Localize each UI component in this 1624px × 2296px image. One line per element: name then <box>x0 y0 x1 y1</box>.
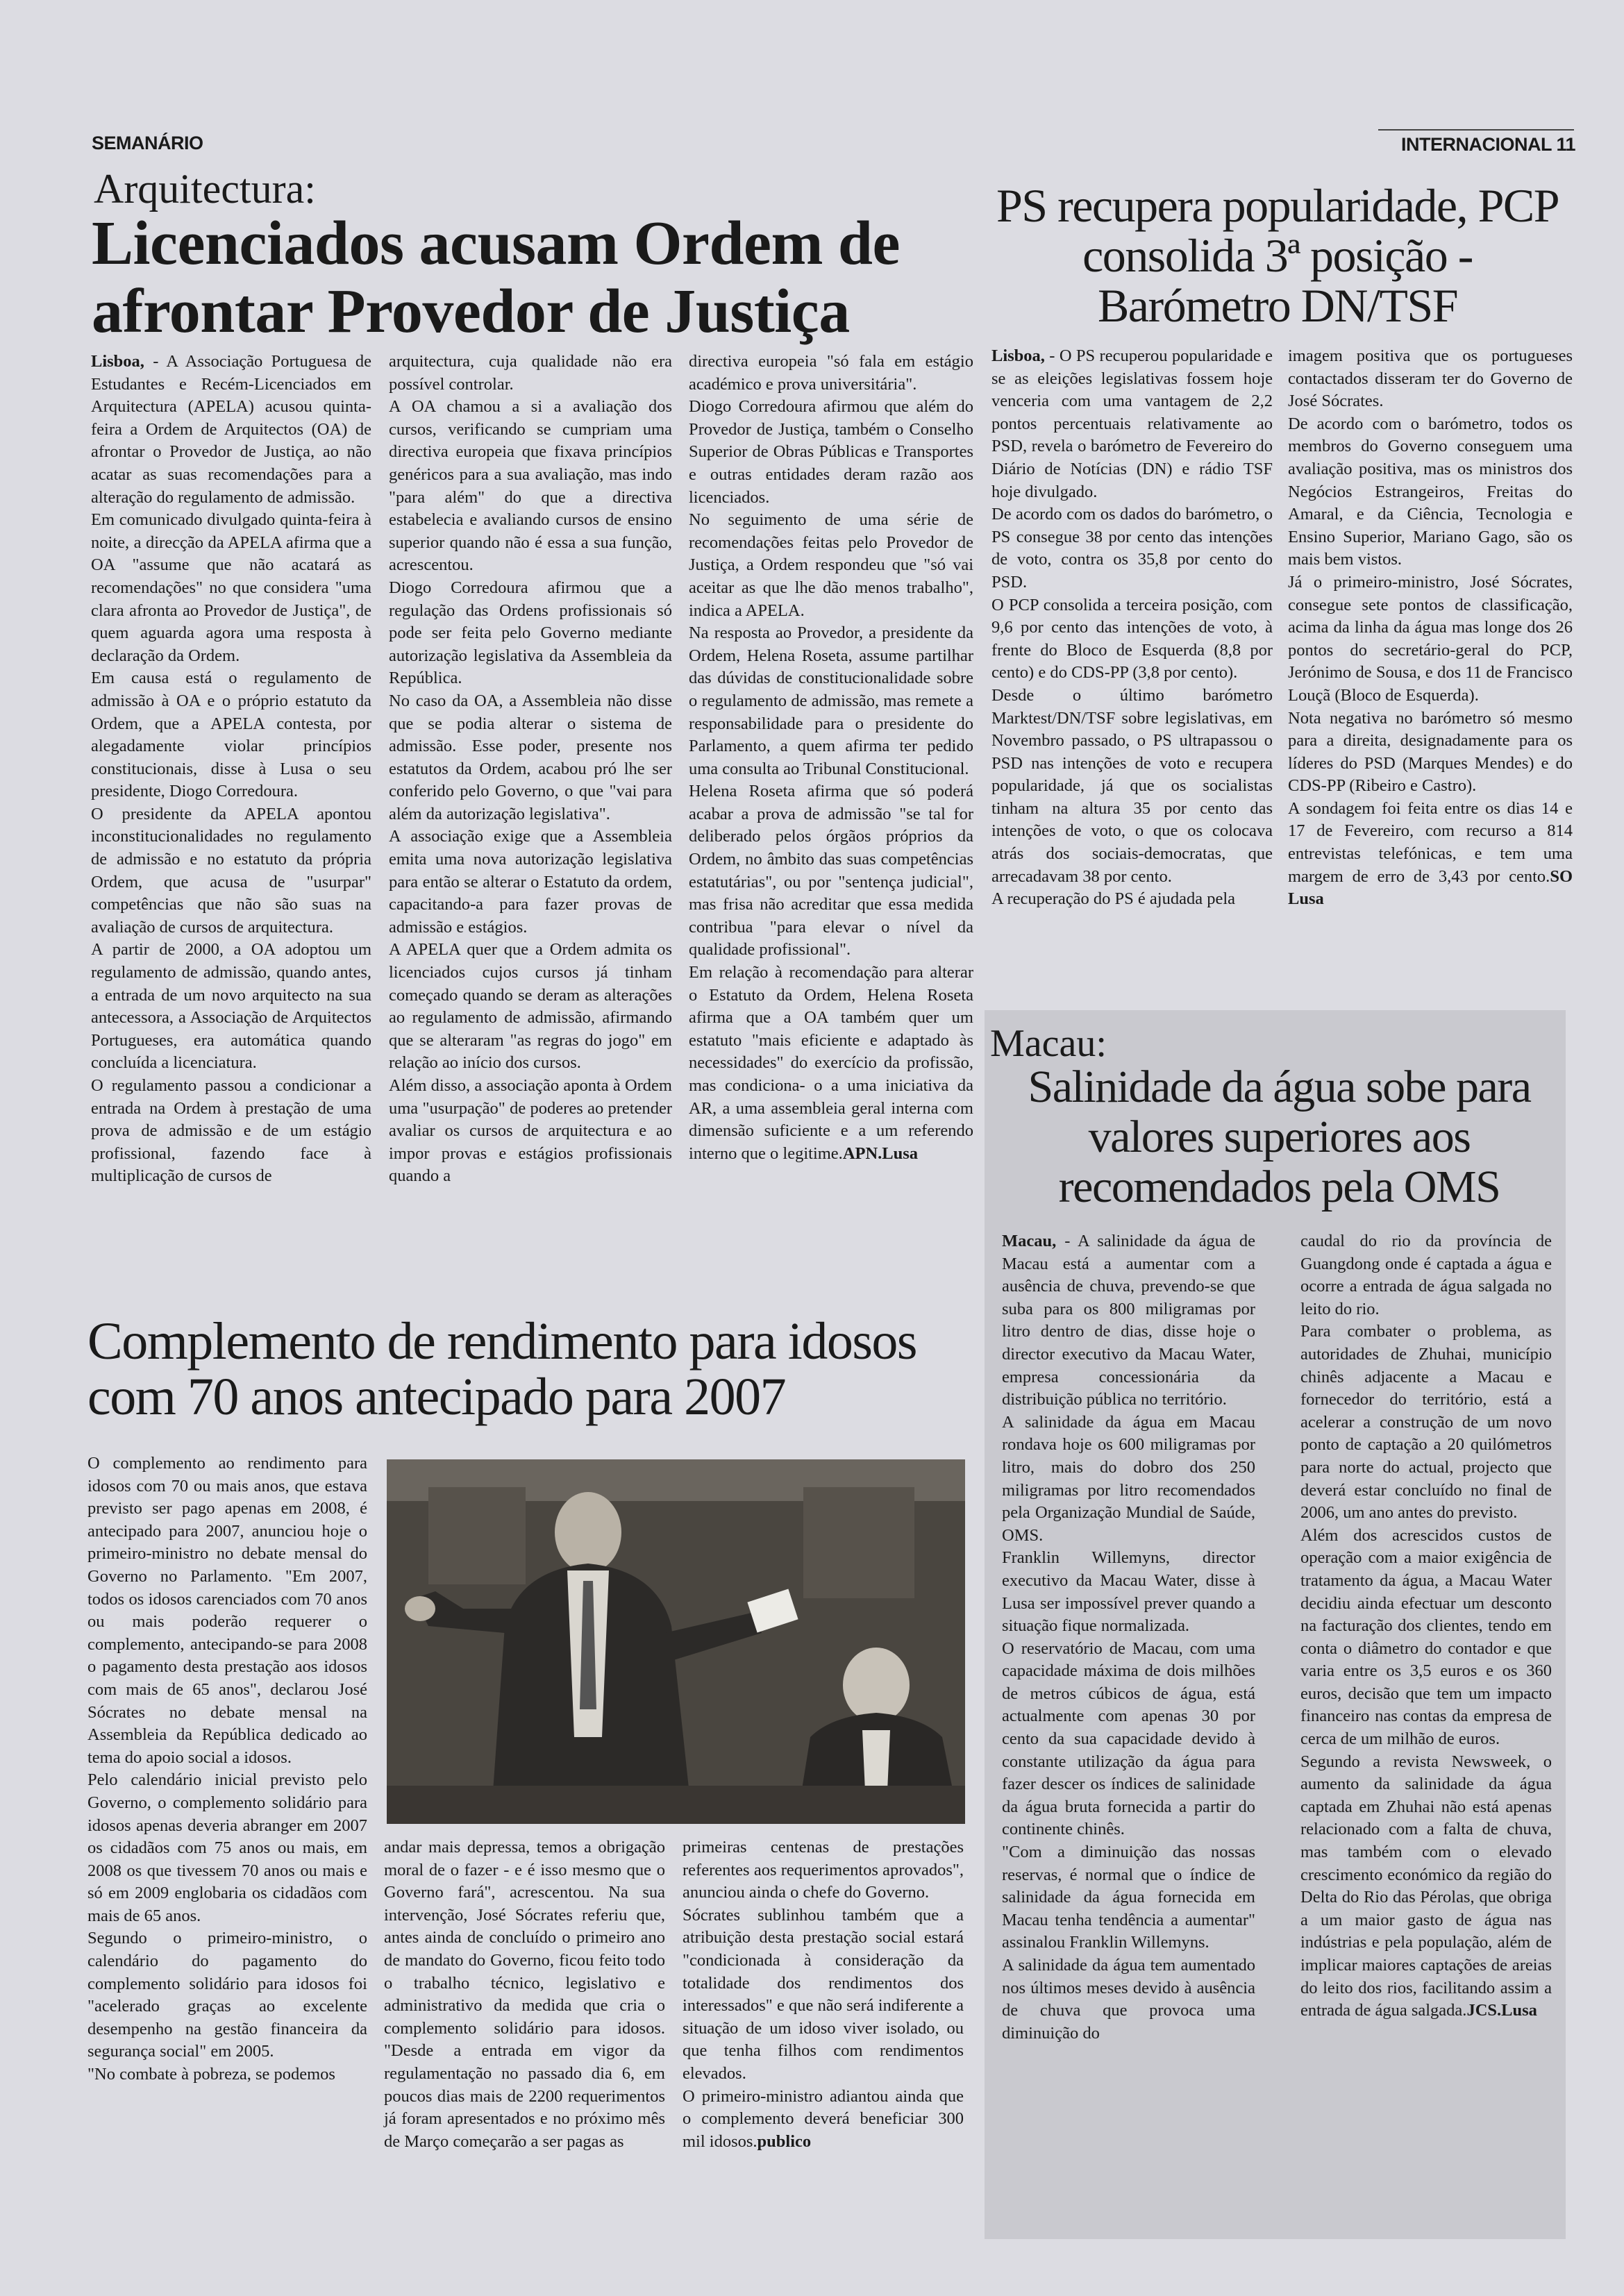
paragraph: O presidente da APELA apontou inconstitucionalidades no regulamento de admissão e no estatuto da própria Ordem, que acusa de "usurpar" competências que não são suas na avaliação de cursos de arquitectura. <box>91 804 371 937</box>
paragraph: Diogo Corredoura afirmou que a regulação das Ordens profissionais só pode ser feita pelo Governo mediante autorização legislativa da Assembleia da República. <box>389 578 672 688</box>
article1-lead: Lisboa, <box>91 352 144 371</box>
paragraph: A APELA quer que a Ordem admita os licenciados cujos cursos já tinham começado quando se deram as alterações ao regulamento de admissão, afirmando que se alteraram "as regras do jogo" em relação ao início dos cursos. <box>389 940 672 1073</box>
paragraph: arquitectura, cuja qualidade não era possível controlar. <box>389 352 672 394</box>
paragraph: O regulamento passou a condicionar a entrada na Ordem à prestação de uma prova de admissão e de um estágio profissional, fazendo face à multiplicação de cursos de <box>91 1076 371 1186</box>
article2-signature: SO Lusa <box>1288 866 1573 909</box>
article3-col1 <box>1002 1230 1255 2045</box>
paragraph: Além disso, a associação aponta à Ordem uma "usurpação" de poderes ao pretender avaliar os cursos de arquitectura e ao impor provas e estágios profissionais quando a <box>389 1076 672 1186</box>
article1-col3 <box>689 351 973 1165</box>
paragraph: Em comunicado divulgado quinta-feira à noite, a direcção da APELA afirma que a OA "assume que não acatará as recomendações" no que considera "uma clara afronta ao Provedor de Justiça", de quem aguarda agora uma resposta à declaração da Ordem. <box>91 510 371 665</box>
paragraph: Em causa está o regulamento de admissão à OA e o próprio estatuto da Ordem, que a APELA contesta, por alegadamente violar princípios constitucionais, disse à Lusa o seu presidente, Diogo Corredoura. <box>91 669 371 801</box>
paragraph: Na resposta ao Provedor, a presidente da Ordem, Helena Roseta, assume partilhar das dúvidas de constitucionalidade sobre o regulamento de admissão, mas remete a responsabilidade para o presidente do Parlamento, a quem afirma ter pedido uma consulta ao Tribunal Constitucional. <box>689 623 973 778</box>
paragraph: Pelo calendário inicial previsto pelo Governo, o complemento solidário para idosos apenas deveria abranger em 2007 os cidadãos com 75 anos ou mais, em 2008 os que tivessem 70 anos ou mais e só em 2009 englobaria os cidadãos com mais de 65 anos. <box>87 1770 367 1925</box>
parliament-photo <box>387 1459 965 1824</box>
article4-signature: publico <box>757 2131 812 2151</box>
paragraph: A associação exige que a Assembleia emita uma nova autorização legislativa para então se alterar o Estatuto da ordem, capacitando-a para fazer provas de admissão e estágios. <box>389 827 672 937</box>
paragraph: A salinidade da água tem aumentado nos últimos meses devido à ausência de chuva que provoca uma diminuição do <box>1002 1956 1255 2043</box>
paragraph: - A Associação Portuguesa de Estudantes e Recém-Licenciados em Arquitectura (APELA) acusou quinta-feira a Ordem de Arquitectos (OA) de afrontar o Provedor de Justiça, ao não acatar as suas recomendações para a alteração do regulamento de admissão. <box>91 352 371 507</box>
paragraph: Franklin Willemyns, director executivo da Macau Water, disse à Lusa ser impossível prever quando a situação fique normalizada. <box>1002 1548 1255 1636</box>
paragraph: "Com a diminuição das nossas reservas, é normal que o índice de salinidade da água fornecida em Macau tenha tendência a aumentar" assinalou Franklin Willemyns. <box>1002 1843 1255 1952</box>
article1-col2 <box>389 351 672 1188</box>
paragraph: No caso da OA, a Assembleia não disse que se podia alterar o sistema de admissão. Esse poder, presente nos estatutos da Ordem, acabou pró lhe ser conferido pelo Governo, o que "vai para além da autorização legislativa". <box>389 691 672 823</box>
article1-headline: Licenciados acusam Ordem de afrontar Provedor de Justiça <box>92 209 900 346</box>
article4-col1 <box>87 1452 367 2086</box>
paragraph: Nota negativa no barómetro só mesmo para a direita, designadamente para os líderes do PSD (Marques Mendes) e do CDS-PP (Ribeiro e Castro). <box>1288 708 1573 796</box>
paragraph: Já o primeiro-ministro, José Sócrates, consegue sete pontos de classificação, acima da linha da água mas longe dos 26 pontos do secretário-geral do PCP, Jerónimo de Sousa, e dos 11 de Francisco Louçã (Bloco de Esquerda). <box>1288 572 1573 705</box>
paragraph: A sondagem foi feita entre os dias 14 e 17 de Fevereiro, com recurso a 814 entrevistas telefónicas, e tem uma margem de erro de 3,43 por cento. <box>1288 798 1573 886</box>
article1-kicker: Arquitectura: <box>94 166 316 212</box>
paragraph: A partir de 2000, a OA adoptou um regulamento de admissão, quando antes, a entrada de um novo arquitecto na sua antecessora, a Associação de Arquitectos Portugueses, era automática quando concluída a licenciatura. <box>91 940 371 1073</box>
article2-col2 <box>1288 345 1573 911</box>
paragraph: primeiras centenas de prestações referentes aos requerimentos aprovados", anunciou ainda o chefe do Governo. <box>683 1838 964 1902</box>
article3-lead: Macau, <box>1002 1232 1057 1250</box>
paragraph: - A salinidade da água de Macau está a aumentar com a ausência de chuva, prevendo-se que suba para os 800 miligramas por litro dentro de dias, disse hoje o director executivo da Macau Water, empresa concessionária da distribuição pública no território. <box>1002 1232 1255 1409</box>
article1-signature: APN.Lusa <box>842 1143 919 1163</box>
article4-col3 <box>683 1836 964 2153</box>
paragraph: O complemento ao rendimento para idosos com 70 ou mais anos, que estava previsto ser pago apenas em 2008, é antecipado para 2007, anunciou hoje o primeiro-ministro no debate mensal do Governo no Parlamento. "Em 2007, todos os idosos carenciados com 70 anos ou mais poderão requerer o complemento, antecipando-se para 2008 o pagamento desta prestação aos idosos com mais de 65 anos", declarou José Sócrates no debate mensal na Assembleia da República dedicado ao tema do apoio social a idosos. <box>87 1454 367 1767</box>
masthead-rule <box>1378 129 1574 131</box>
masthead-right: INTERNACIONAL 11 <box>1401 134 1576 155</box>
paragraph: Em relação à recomendação para alterar o Estatuto da Ordem, Helena Roseta afirma que a OA também quer um estatuto "mais eficiente e adaptado às necessidades" do exercício da profissão, mas condiciona- o a uma iniciativa da AR, a uma assembleia geral interna com dimensão suficiente e a um referendo interno que o legitime. <box>689 963 973 1163</box>
paragraph: "No combate à pobreza, se podemos <box>87 2065 335 2084</box>
paragraph: Segundo o primeiro-ministro, o calendário do pagamento do complemento solidário para idosos foi "acelerado graças ao excelente desempenho na gestão financeira da segurança social" em 2005. <box>87 1929 367 2061</box>
article2-col1 <box>991 345 1273 911</box>
paragraph: O reservatório de Macau, com uma capacidade máxima de dois milhões de metros cúbicos de água, está actualmente com apenas 30 por cento da sua capacidade devido à constante utilização da água para fazer descer os índices de salinidade da água bruta fornecida a partir do continente chinês. <box>1002 1639 1255 1839</box>
paragraph: Desde o último barómetro Marktest/DN/TSF sobre legislativas, em Novembro passado, o PS ultrapassou o PSD nas intenções de voto e recupera popularidade, já que os socialistas tinham na altura 35 por cento das intenções de voto, o que os colocava atrás dos sociais-democratas, que arrecadavam 38 por cento. <box>991 685 1273 886</box>
paragraph: Além dos acrescidos custos de operação com a maior exigência de tratamento da água, a Macau Water decidiu ainda efectuar um desconto na facturação dos clientes, tendo em conta o diâmetro do contador e que varia entre os 3,5 euros e os 360 euros, decisão que tem um impacto financeiro nas contas da empresa de cerca de um milhão de euros. <box>1300 1525 1552 1749</box>
article3-kicker: Macau: <box>990 1022 1107 1065</box>
paragraph: De acordo com os dados do barómetro, o PS consegue 38 por cento das intenções de voto, contra os 35,8 por cento do PSD. <box>991 505 1273 592</box>
masthead-left: SEMANÁRIO <box>92 133 203 153</box>
article1-col1 <box>91 351 371 1188</box>
paragraph: imagem positiva que os portugueses contactados disseram ter do Governo de José Sócrates. <box>1288 346 1573 411</box>
paragraph: A recuperação do PS é ajudada pela <box>991 889 1236 909</box>
paragraph: Helena Roseta afirma que só poderá acabar a prova de admissão "se tal for deliberado pelos órgãos próprios da Ordem, no âmbito das suas competências estatutárias", ou por "sentença judicial", mas frisa não acreditar que essa medida contribua "para elevar o nível da qualidade profissional". <box>689 782 973 960</box>
paragraph: Segundo a revista Newsweek, o aumento da salinidade da água captada em Zhuhai não está apenas relacionado com a falta de chuva, mas também com o elevado crescimento económico da região do Delta do Rio das Pérolas, que obriga a um maior gasto de água nas indústrias e pela população, além de implicar maiores captações de areias do leito dos rios, facilitando assim a entrada de água salgada. <box>1300 1752 1552 2020</box>
paragraph: andar mais depressa, temos a obrigação moral de o fazer - e é isso mesmo que o Governo fará", acrescentou. Na sua intervenção, José Sócrates referiu que, antes ainda de concluído o primeiro ano de mandato do Governo, ficou feito todo o trabalho técnico, legislativo e administrativo da medida que cria o complemento solidário para idosos. "Desde a entrada em vigor da regulamentação no passado dia 6, em poucos dias mais de 2200 requerimentos já foram apresentados e no próximo mês de Março começarão a ser pagas as <box>384 1838 665 2151</box>
paragraph: De acordo com o barómetro, todos os membros do Governo conseguem uma avaliação positiva, mas os ministros dos Negócios Estrangeiros, Freitas do Amaral, e da Ciência, Tecnologia e Ensino Superior, Mariano Gago, são os mais bem vistos. <box>1288 414 1573 569</box>
article3-headline: Salinidade da água sobe para valores superiores aos recomendados pela OMS <box>1028 1062 1531 1212</box>
article3-signature: JCS.Lusa <box>1466 2001 1537 2020</box>
paragraph: - O PS recuperou popularidade e se as eleições legislativas fossem hoje venceria com uma vantagem de 2,2 pontos percentuais relativamente ao PSD, revela o barómetro de Fevereiro do Diário de Notícias (DN) e rádio TSF hoje divulgado. <box>991 346 1273 501</box>
article3-col2 <box>1300 1230 1552 2022</box>
paragraph: Para combater o problema, as autoridades de Zhuhai, município chinês adjacente a Macau e fornecedor do território, está a acelerar a construção de um novo ponto de captação a 20 quilómetros para norte do actual, projecto que deverá estar concluído no final de 2006, um ano antes do previsto. <box>1300 1322 1552 1523</box>
paragraph: caudal do rio da província de Guangdong onde é captada a água e ocorre a entrada de água salgada no leito do rio. <box>1300 1232 1552 1318</box>
paragraph: Diogo Corredoura afirmou que além do Provedor de Justiça, também o Conselho Superior de Obras Públicas e Transportes e outras entidades deram razão aos licenciados. <box>689 397 973 507</box>
article4-col2 <box>384 1836 665 2153</box>
article2-lead: Lisboa, <box>991 346 1045 365</box>
article4-headline: Complemento de rendimento para idosos com 70 anos antecipado para 2007 <box>87 1312 917 1426</box>
article2-headline: PS recupera popularidade, PCP consolida 3ª posição - Barómetro DN/TSF <box>996 179 1559 332</box>
paragraph: A OA chamou a si a avaliação dos cursos, verificando se cumpriam uma directiva europeia que fixava princípios genéricos para a sua avaliação, mas indo "para além" do que a directiva estabelecia e avaliando cursos de ensino superior quando não é essa a sua função, acrescentou. <box>389 397 672 575</box>
paragraph: O primeiro-ministro adiantou ainda que o complemento deverá beneficiar 300 mil idosos. <box>683 2086 964 2151</box>
photo-illustration <box>387 1459 965 1824</box>
paragraph: A salinidade da água em Macau rondava hoje os 600 miligramas por litro, mais do dobro dos 250 miligramas por litro recomendados pela Organização Mundial de Saúde, OMS. <box>1002 1412 1255 1545</box>
paragraph: directiva europeia "só fala em estágio académico e prova universitária". <box>689 352 973 394</box>
paragraph: Sócrates sublinhou também que a atribuição desta prestação social estará "condicionada à consideração da totalidade dos rendimentos dos interessados" e que não será indiferente a situação de um idoso viver isolado, ou que tenha filhos com rendimentos elevados. <box>683 1905 964 2083</box>
paragraph: O PCP consolida a terceira posição, com 9,6 por cento das intenções de voto, à frente do Bloco de Esquerda (8,8 por cento) e do CDS-PP (3,8 por cento). <box>991 595 1273 682</box>
paragraph: No seguimento de uma série de recomendações feitas pelo Provedor de Justiça, a Ordem respondeu que "só vai aceitar as que lhe dão menos trabalho", indica a APELA. <box>689 510 973 620</box>
